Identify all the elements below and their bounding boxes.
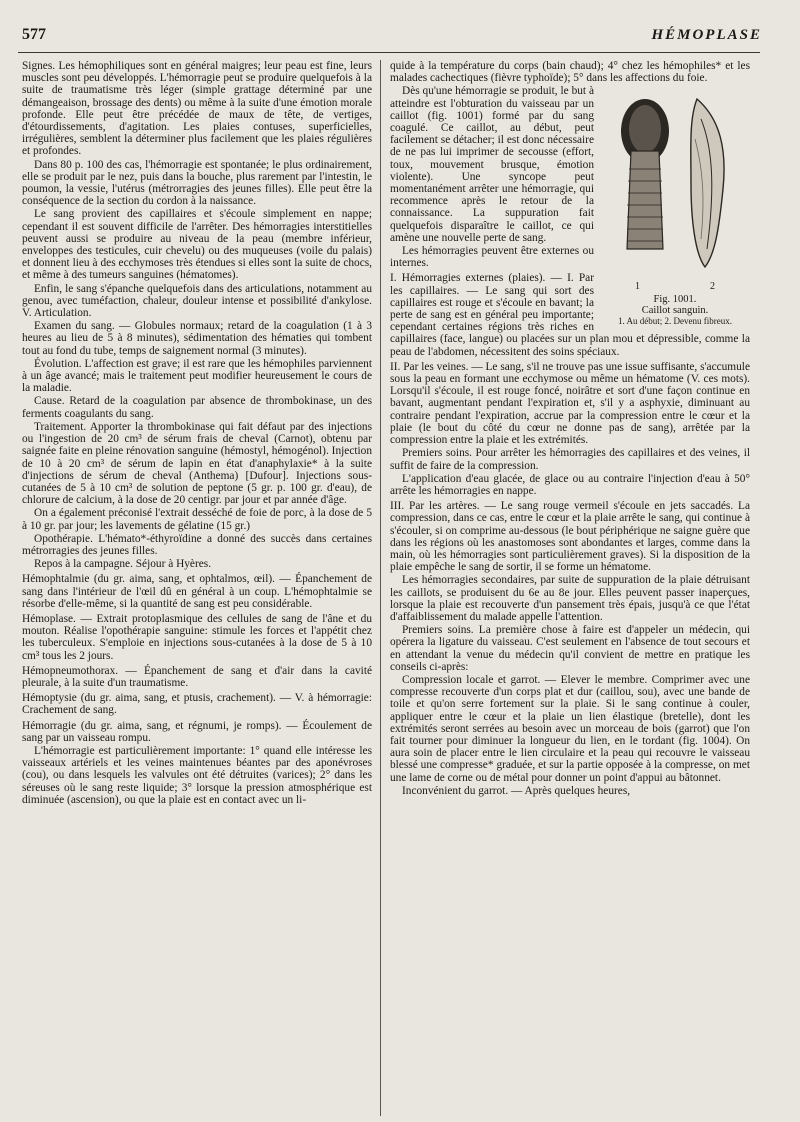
paragraph: On a également préconisé l'extrait desséché de foie de porc, à la dose de 5 à 10 gr. par jour; les lavements de gélatine (15 gr.) — [22, 507, 372, 532]
entry-hemopneumothorax: Hémopneumothorax. — Épanchement de sang et d'air dans la cavité pleurale, à la suite d'un traumatisme. — [22, 664, 372, 689]
paragraph-continued: quide à la température du corps (bain chaud); 4° chez les hémophiles* et les malades cachectiques (fièvre typhoïde); 5° dans les affections du foie. — [390, 60, 750, 85]
clot-2-drawing — [691, 99, 724, 267]
paragraph: Les hémorragies peuvent être externes ou internes. — [390, 245, 594, 270]
page-number: 577 — [22, 26, 46, 43]
paragraph-compression: Compression locale et garrot. — Elever le membre. Comprimer avec une compresse recouverte d'un corps plat et dur (caillou, sou), avec une bande de toile et qu'on serre fortement sur la plaie. Si le sang continue à couler, appliquer entre le cœur et la plaie un lien élastique (bretelle), dont les extrémités seront serrées au besoin avec un morceau de bois (garrot) que l'on fait tourner pour diminuer la longueur du lien, en le tordant (fig. 1004). On aura soin de placer entre le lien circulaire et la peau qui recouvre le vaisseau blessé une compresse* graduée, et sur la partie opposée à la compresse, on met une lame de corne ou de métal pour donner un point d'appui au bâtonnet. — [390, 673, 750, 784]
left-column — [22, 60, 381, 1116]
paragraph-premiers-soins-2: Premiers soins. La première chose à faire est d'appeler un médecin, qui opérera la ligature du vaisseau. C'est seulement en l'absence de tout secours et en attendant la venue du médecin qu'il convient de mettre en pratique les conseils ci-après: — [390, 624, 750, 673]
paragraph-traitement: Traitement. Apporter la thrombokinase qui fait défaut par des injections ou l'ingestion de 20 cm³ de sérum frais de cheval (Carnot), obtenu par saignée faite en pleine rénovation sanguine (hémostyl, hémogénol). Injection de 10 à 20 cm³ de sérum de lapin en état d'anaphylaxie* à la suite d'injections de sérum de cheval (Anthema) [Dufour]. Injections sous-cutanées de 5 à 10 cm³ de solution de peptone (5 gr. p. 100 gr. d'eau), de chlorure de calcium, à la dose de 20 centigr. par jour et par année d'âge. — [22, 420, 372, 507]
paragraph: Dans 80 p. 100 des cas, l'hémorragie est spontanée; le plus ordinairement, elle se produit par le nez, puis dans la bouche, plus rarement par l'intestin, le poumon, la vessie, l'utérus (métrorragies des jeunes filles). Elle peut être la conséquence de la section du cordon à la naissance. — [22, 158, 372, 208]
paragraph: L'hémorragie est particulièrement importante: 1° quand elle intéresse les vaisseaux artériels et les veines maintenues béantes par des aponévroses (cou), ou dans lesquels les valvules ont été détruites (varices); 2° dans les séreuses où le sang reste liquide; 3° lorsque la pression atmosphérique est diminuée (ascension), ou que la plaie est en contact avec un li- — [22, 744, 372, 806]
figure-1001 — [600, 89, 750, 327]
paragraph-cause: Cause. Retard de la coagulation par absence de thrombokinase, un des ferments coagulants du sang. — [22, 395, 372, 420]
paragraph: Enfin, le sang s'épanche quelquefois dans des articulations, notamment au genou, avec tuméfaction, chaleur, douleur intense et possibilité d'ankylose. V. Articulation. — [22, 282, 372, 320]
paragraph: Le sang provient des capillaires et s'écoule simplement en nappe; cependant il est souvent difficile de l'arrêter. Des hémorragies interstitielles peuvent aussi se produire au niveau de la peau (membre inférieur, enveloppes des testicules, cuir chevelu) ou des muqueuses (voile du palais) et donnent lieu à des ecchymoses très étendues si elles sont la suite de chocs, et même à des tumeurs sanguines (hématomes). — [22, 208, 372, 282]
entry-hemoplase: Hémoplase. — Extrait protoplasmique des cellules de sang de l'âne et du mouton. Réalise l'opothérapie sanguine: stimule les forces et l'appétit chez les tuberculeux. S'emploie en injections sous-cutanées à la dose de 5 à 10 cm³ tous les 2 jours. — [22, 612, 372, 662]
blood-clot-illustration — [605, 89, 745, 279]
running-title: HÉMOPLASE — [651, 27, 762, 43]
paragraph: Repos à la campagne. Séjour à Hyères. — [34, 558, 212, 571]
right-column — [381, 60, 750, 1116]
paragraph-evolution: Évolution. L'affection est grave; il est rare que les hémophiles parviennent à un âge avancé; mais le traitement peut modifier heureusement le cours de la maladie. — [22, 357, 372, 395]
paragraph: L'application d'eau glacée, de glace ou au contraire l'injection d'eau à 50° arrête les hémorragies en nappe. — [390, 472, 750, 497]
paragraph-inconvenient: Inconvénient du garrot. — Après quelques heures, — [402, 784, 631, 797]
figure-labels — [600, 281, 750, 292]
paragraph-opotherapie: Opothérapie. L'hémato*-éthyroïdine a donné des succès dans certaines métrorragies des jeunes filles. — [22, 532, 372, 557]
paragraph-signes: Signes. Les hémophiliques sont en général maigres; leur peau est fine, leurs muscles sont peu développés. L'hémorragie peut se produire quelquefois à la suite de traumatisme très léger (simple grattage déterminé par une démangeaison, brossage des dents) ou même à la suite d'une émotion morale profonde. Elle peut être précédée de maux de tête, de vertiges, d'étourdissements, d'agitation. Les plaies contuses, superficielles, irrégulières, semblent la déterminer plus facilement que les plaies régulières et profondes. — [22, 60, 372, 158]
entry-hemoptysie: Hémoptysie (du gr. aima, sang, et ptusis, crachement). — V. à hémorragie: Crachement de sang. — [22, 692, 372, 717]
paragraph: Les hémorragies secondaires, par suite de suppuration de la plaie détruisant les caillots, se produisent du 6e au 8e jour. Elles peuvent passer inaperçues, lorsque la plaie est recouverte d'un pansement très épais, jusqu'à ce que l'état d'affaiblissement du malade appelle l'attention. — [390, 574, 750, 623]
header-rule — [18, 52, 760, 53]
figure-label-1: 1 — [635, 281, 640, 293]
figure-caption-title: Fig. 1001. — [653, 294, 697, 306]
clot-1-drawing — [621, 99, 669, 249]
figure-caption-legend: 1. Au début; 2. Devenu fibreux. — [618, 316, 732, 327]
paragraph-examen: Examen du sang. — Globules normaux; retard de la coagulation (1 à 3 heures au lieu de 5 à 8 minutes), sédimentation des hématies qui tombent tout au fond du tube, temps de saignement normal (3 minutes). — [22, 320, 372, 357]
section-par-les-arteres: III. Par les artères. — Le sang rouge vermeil s'écoule en jets saccadés. La compression, dans ce cas, entre le cœur et la plaie arrête le sang, qui continue à s'écouler, si on comprime au-dessous (le bout périphérique ne saigne guère que dans les régions où les anastomoses sont abondantes et larges, comme dans la main, où les hémorragies sont particulièrement graves). Si la disposition de la plaie empêche le sang de sortir, il se forme un hématome. — [390, 500, 750, 574]
figure-caption-subtitle: Caillot sanguin. — [641, 305, 709, 317]
entry-hemophtalmie: Hémophtalmie (du gr. aima, sang, et ophtalmos, œil). — Épanchement de sang dans l'intérieur de l'œil dû en général à un coup. L'hémophtalmie se résorbe d'elle-même, si la quantité de sang est peu considérable. — [22, 573, 372, 610]
section-par-les-veines: II. Par les veines. — Le sang, s'il ne trouve pas une issue suffisante, s'accumule sous la peau en formant une ecchymose ou même un hématome (V. ces mots). Lorsqu'il s'écoule, il est rouge foncé, noirâtre et sort d'une façon continue en bavant, augmentant pendant l'expiration et, s'il y a asphyxie, diminuant au contraire pendant l'expiration, accrue par la compression entre le cœur et la plaie (le bout du côté du cœur ne donne pas de sang), arrêtée par la compression entre la plaie et les extrémités. — [390, 360, 750, 447]
figure-label-2: 2 — [710, 281, 715, 293]
section-hemorragies-externes: I. Hémorragies externes (plaies). — I. Par les capillaires. — Le sang qui sort des capillaires est rouge et s'écoule en bavant; la perte de sang est en général peu importante; cependant certaines régions très riches en capillaires (face, langue) ou placées sur un plan mou et dépressible, comme la peau de l'abdomen, nécessitent des soins spéciaux. — [390, 272, 750, 358]
entry-hemorragie: Hémorragie (du gr. aima, sang, et régnumi, je romps). — Écoulement de sang par un vaisseau rompu. — [22, 719, 372, 744]
paragraph-premiers-soins: Premiers soins. Pour arrêter les hémorragies des capillaires et des veines, il suffit de faire de la compression. — [390, 447, 750, 472]
paragraph: Dès qu'une hémorragie se produit, le but à atteindre est l'obturation du vaisseau par un caillot (fig. 1001) formé par du sang coagulé. Ce caillot, au début, peut facilement se détacher; il est donc nécessaire de ne pas lui imprimer de secousse (effort, toux, mouvement brusque, émotion violente). Une syncope peut momentanément arrêter une hémorragie, qui recommence après le retour de la connaissance. La suppuration fait quelquefois disparaître le caillot, ce qui amène une nouvelle perte de sang. — [390, 85, 594, 244]
text-columns — [22, 60, 760, 1116]
